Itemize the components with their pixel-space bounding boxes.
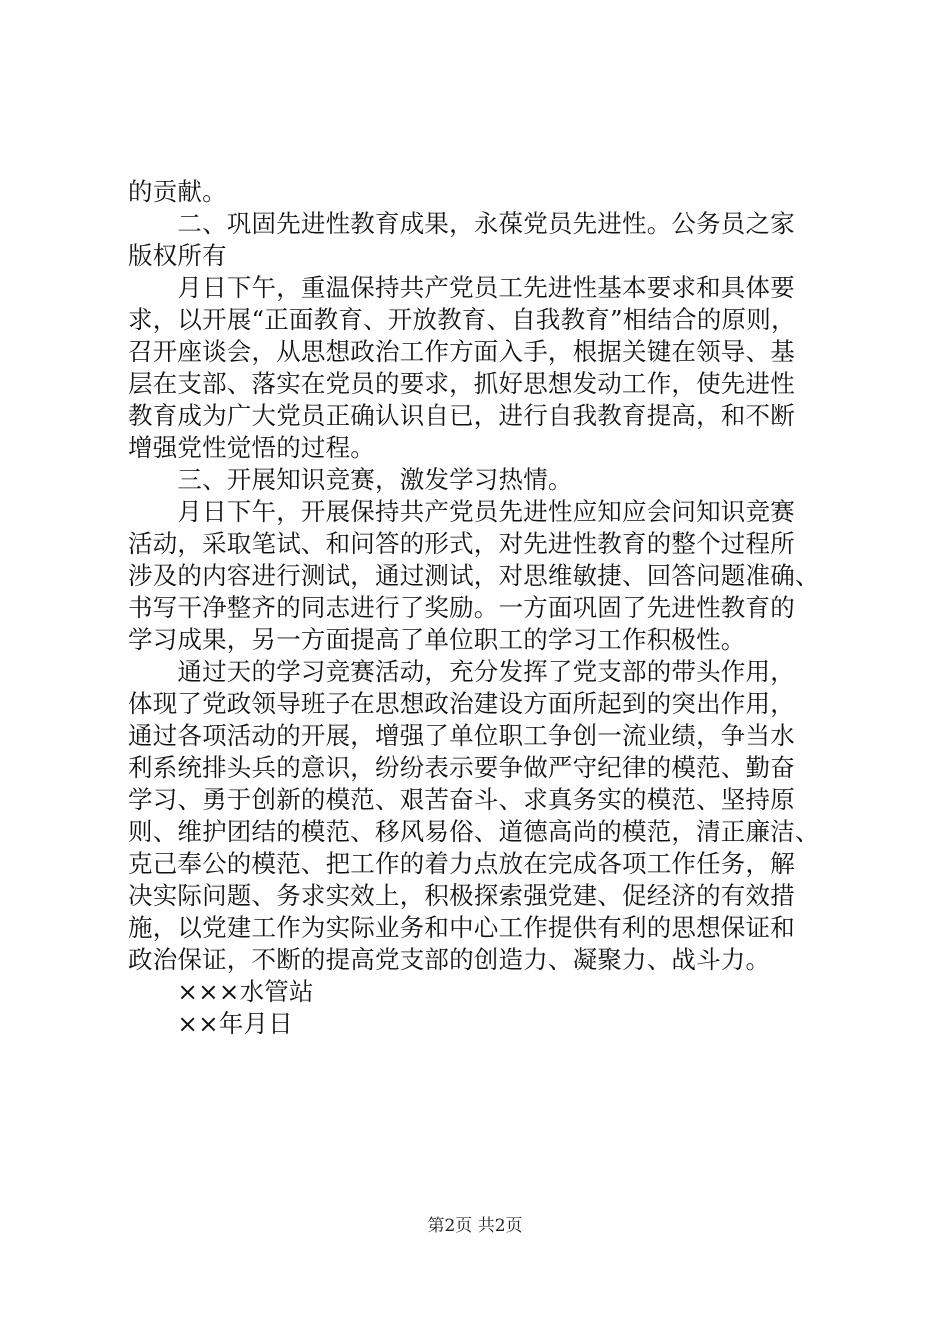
body-text-line: 月日下午，开展保持共产党员先进性应知应会问知识竞赛 [128,497,795,526]
section-heading-3: 三、开展知识竞赛，激发学习热情。 [128,465,573,494]
body-text-line: 通过天的学习竞赛活动，充分发挥了党支部的带头作用， [128,657,795,686]
body-text-line: 教育成为广大党员正确认识自已，进行自我教育提高，和不断 [128,401,795,430]
body-text-line: 通过各项活动的开展，增强了单位职工争创一流业绩，争当水 [128,721,795,750]
body-text-line: 学习、勇于创新的模范、艰苦奋斗、求真务实的模范、坚持原 [128,785,795,814]
body-text-line: 决实际问题、务求实效上，积极探索强党建、促经济的有效措 [128,881,795,910]
body-text-line: 月日下午，重温保持共产党员工先进性基本要求和具体要 [128,273,795,302]
signature-organization: ×××水管站 [128,977,314,1006]
body-text-line: 版权所有 [128,241,227,270]
body-text-line: 克己奉公的模范、把工作的着力点放在完成各项工作任务，解 [128,849,795,878]
body-text-line: 求，以开展“正面教育、开放教育、自我教育”相结合的原则， [128,305,796,334]
body-text-line: 活动，采取笔试、和问答的形式，对先进性教育的整个过程所 [128,529,795,558]
body-text-line: 利系统排头兵的意识，纷纷表示要争做严守纪律的模范、勤奋 [128,753,795,782]
body-text-line: 书写干净整齐的同志进行了奖励。一方面巩固了先进性教育的 [128,593,795,622]
body-text-line: 政治保证，不断的提高党支部的创造力、凝聚力、战斗力。 [128,945,771,974]
body-text-line: 涉及的内容进行测试，通过测试，对思维敏捷、回答问题准确、 [128,561,820,590]
body-text-line: 学习成果，另一方面提高了单位职工的学习工作积极性。 [128,625,746,654]
body-text-line: 层在支部、落实在党员的要求，抓好思想发动工作，使先进性 [128,369,795,398]
body-text-line: 施，以党建工作为实际业务和中心工作提供有利的思想保证和 [128,913,795,942]
page-number-footer: 第2页 共2页 [427,1216,523,1236]
body-text-line: 增强党性觉悟的过程。 [128,433,375,462]
signature-date: ××年月日 [128,1009,293,1038]
body-text-line: 体现了党政领导班子在思想政治建设方面所起到的突出作用， [128,689,795,718]
body-text-line: 召开座谈会，从思想政治工作方面入手，根据关键在领导、基 [128,337,795,366]
body-text-line: 则、维护团结的模范、移风易俗、道德高尚的模范，清正廉洁、 [128,817,820,846]
body-text-line: 的贡献。 [128,177,227,206]
section-heading-2: 二、巩固先进性教育成果，永葆党员先进性。公务员之家 [128,209,795,238]
